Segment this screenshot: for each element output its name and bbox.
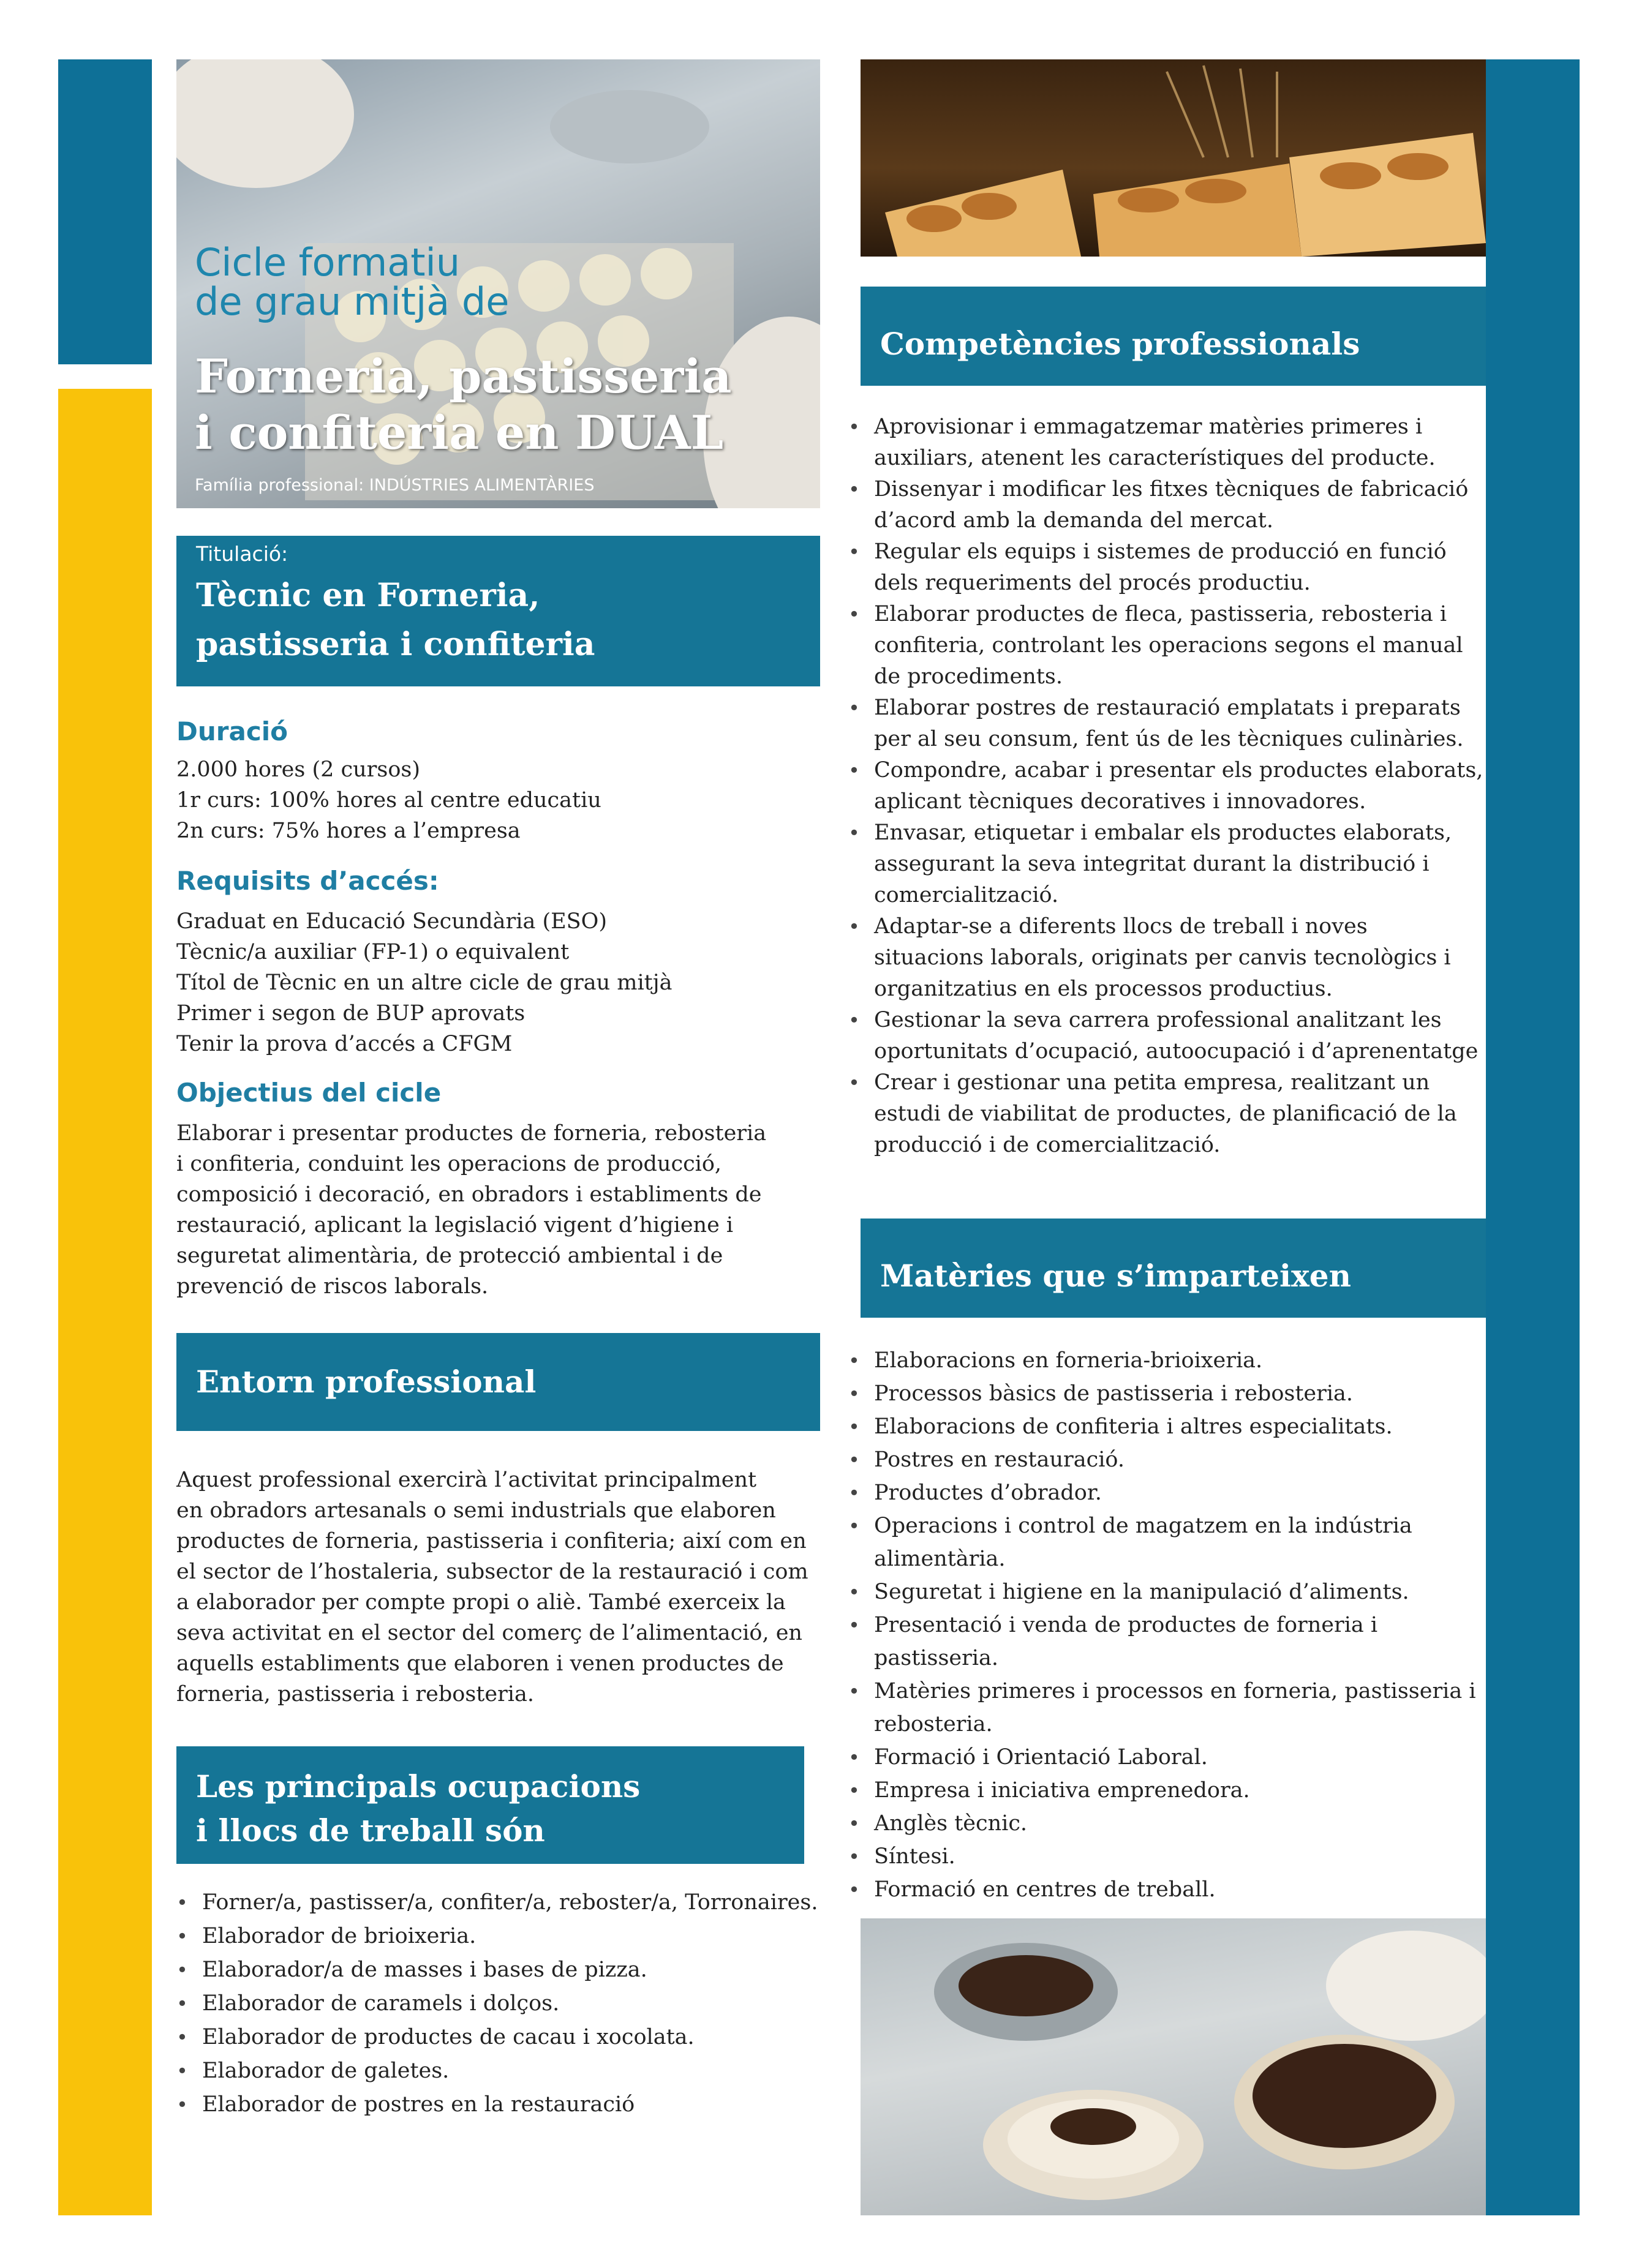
entorn-line: forneria, pastisseria i rebosteria.	[176, 1682, 534, 1707]
list-item: • Elaborador de productes de cacau i xocolata.	[176, 2021, 838, 2054]
hero-family: Família professional: INDÚSTRIES ALIMENTÀRIES	[195, 476, 595, 495]
list-item: • Formació en centres de treball.	[848, 1873, 1491, 1906]
bread-photo	[861, 59, 1486, 257]
entorn-text	[176, 1465, 808, 1710]
list-item: • Presentació i venda de productes de forneria i pastisseria.	[848, 1609, 1491, 1675]
entorn-line: a elaborador per compte propi o aliè. També exerceix la	[176, 1590, 786, 1615]
requisits-line: Primer i segon de BUP aprovats	[176, 1001, 526, 1026]
entorn-line: Aquest professional exercirà l’activitat principalment	[176, 1468, 757, 1492]
materies-list	[848, 1344, 1491, 1906]
objectius-line: seguretat alimentària, de protecció ambiental i de	[176, 1244, 723, 1268]
durada-line: 2.000 hores (2 cursos)	[176, 757, 421, 782]
entorn-banner	[176, 1333, 820, 1431]
requisits-text	[176, 906, 672, 1059]
objectius-line: composició i decoració, en obradors i establiments de	[176, 1182, 762, 1207]
list-item: • Dissenyar i modificar les fitxes tècniques de fabricació d’acord amb la demanda del mercat.	[848, 474, 1491, 536]
cake-illustration	[861, 1918, 1486, 2215]
titulacio-title	[196, 571, 595, 669]
ocupacions-heading-line: Les principals ocupacions	[196, 1768, 641, 1804]
ocupacions-banner	[176, 1746, 804, 1864]
titulacio-title-line: pastisseria i confiteria	[196, 626, 595, 663]
list-item: • Elaborador/a de masses i bases de pizza.	[176, 1953, 838, 1987]
hero-subtitle	[195, 240, 510, 324]
durada-text	[176, 754, 601, 846]
list-item: • Productes d’obrador.	[848, 1476, 1491, 1509]
titulacio-title-line: Tècnic en Forneria,	[196, 577, 540, 614]
list-item: • Forner/a, pastisser/a, confiter/a, reboster/a, Torronaires.	[176, 1886, 838, 1920]
materies-heading: Matèries que s’imparteixen	[880, 1258, 1351, 1294]
durada-line: 1r curs: 100% hores al centre educatiu	[176, 788, 601, 813]
list-item: • Elaborador de galetes.	[176, 2054, 838, 2088]
competencies-heading: Competències professionals	[880, 326, 1360, 362]
requisits-line: Títol de Tècnic en un altre cicle de grau mitjà	[176, 971, 673, 995]
list-item: • Elaborador de caramels i dolços.	[176, 1987, 838, 2021]
list-item: • Empresa i iniciativa emprenedora.	[848, 1774, 1491, 1807]
list-item: • Crear i gestionar una petita empresa, realitzant un estudi de viabilitat de productes, de planificació de la producció i de comercialització.	[848, 1067, 1491, 1161]
entorn-line: productes de forneria, pastisseria i confiteria; així com en	[176, 1529, 807, 1553]
list-item: • Elaboracions en forneria-brioixeria.	[848, 1344, 1491, 1377]
list-item: • Processos bàsics de pastisseria i rebosteria.	[848, 1377, 1491, 1410]
entorn-heading: Entorn professional	[196, 1364, 537, 1400]
cake-photo	[861, 1918, 1486, 2215]
left-yellow-bar	[58, 389, 152, 2215]
list-item: • Formació i Orientació Laboral.	[848, 1741, 1491, 1774]
objectius-line: restauració, aplicant la legislació vigent d’higiene i	[176, 1213, 734, 1237]
requisits-line: Tècnic/a auxiliar (FP-1) o equivalent	[176, 940, 570, 964]
materies-banner	[861, 1218, 1486, 1318]
entorn-line: seva activitat en el sector del comerç de l’alimentació, en	[176, 1621, 802, 1645]
ocupacions-heading	[196, 1765, 640, 1853]
list-item: • Elaborador de brioixeria.	[176, 1920, 838, 1953]
list-item: • Elaborador de postres en la restauració	[176, 2088, 838, 2122]
hero-title	[195, 348, 731, 461]
requisits-heading: Requisits d’accés:	[176, 866, 439, 896]
list-item: • Elaboracions de confiteria i altres especialitats.	[848, 1410, 1491, 1443]
list-item: • Síntesi.	[848, 1840, 1491, 1873]
right-blue-bar	[1486, 59, 1580, 2215]
objectius-line: Elaborar i presentar productes de forneria, rebosteria	[176, 1121, 767, 1146]
requisits-line: Graduat en Educació Secundària (ESO)	[176, 909, 607, 934]
entorn-line: el sector de l’hostaleria, subsector de la restauració i com	[176, 1560, 808, 1584]
hero-subtitle-line: de grau mitjà de	[195, 279, 510, 324]
objectius-line: prevenció de riscos laborals.	[176, 1274, 489, 1299]
bread-baskets-illustration	[861, 59, 1486, 257]
durada-line: 2n curs: 75% hores a l’empresa	[176, 819, 521, 843]
list-item: • Regular els equips i sistemes de producció en funció dels requeriments del procés productiu.	[848, 536, 1491, 599]
objectius-line: i confiteria, conduint les operacions de producció,	[176, 1152, 722, 1176]
list-item: • Anglès tècnic.	[848, 1807, 1491, 1840]
list-item: • Compondre, acabar i presentar els productes elaborats, aplicant tècniques decoratives i innovadores.	[848, 755, 1491, 817]
titulacio-banner	[176, 536, 820, 686]
list-item: • Aprovisionar i emmagatzemar matèries primeres i auxiliars, atenent les característiques del producte.	[848, 411, 1491, 474]
titulacio-label: Titulació:	[196, 542, 288, 566]
list-item: • Seguretat i higiene en la manipulació d’aliments.	[848, 1575, 1491, 1609]
list-item: • Elaborar productes de fleca, pastisseria, rebosteria i confiteria, controlant les operacions segons el manual de procediments.	[848, 599, 1491, 693]
list-item: • Postres en restauració.	[848, 1443, 1491, 1476]
objectius-text	[176, 1118, 766, 1302]
list-item: • Envasar, etiquetar i embalar els productes elaborats, assegurant la seva integritat durant la distribució i comercialització.	[848, 817, 1491, 911]
ocupacions-list	[176, 1886, 838, 2122]
list-item: • Adaptar-se a diferents llocs de treball i noves situacions laborals, originats per canvis tecnològics i organitzatius en els processos productius.	[848, 911, 1491, 1005]
hero-title-line: Forneria, pastisseria	[195, 349, 732, 404]
list-item: • Gestionar la seva carrera professional analitzant les oportunitats d’ocupació, autoocupació i d’aprenentatge	[848, 1005, 1491, 1067]
list-item: • Elaborar postres de restauració emplatats i preparats per al seu consum, fent ús de les tècniques culinàries.	[848, 693, 1491, 755]
hero-subtitle-line: Cicle formatiu	[195, 240, 461, 285]
objectius-heading: Objectius del cicle	[176, 1078, 442, 1108]
left-blue-bar	[58, 59, 152, 364]
list-item: • Matèries primeres i processos en forneria, pastisseria i rebosteria.	[848, 1675, 1491, 1741]
entorn-line: en obradors artesanals o semi industrials que elaboren	[176, 1498, 776, 1523]
competencies-list	[848, 411, 1491, 1161]
entorn-line: aquells establiments que elaboren i venen productes de	[176, 1651, 784, 1676]
list-item: • Operacions i control de magatzem en la indústria alimentària.	[848, 1509, 1491, 1575]
competencies-banner	[861, 287, 1486, 386]
requisits-line: Tenir la prova d’accés a CFGM	[176, 1032, 513, 1056]
ocupacions-heading-line: i llocs de treball són	[196, 1812, 545, 1849]
durada-heading: Duració	[176, 716, 288, 746]
hero-title-line: i confiteria en DUAL	[195, 405, 724, 460]
hero-photo	[176, 59, 820, 508]
